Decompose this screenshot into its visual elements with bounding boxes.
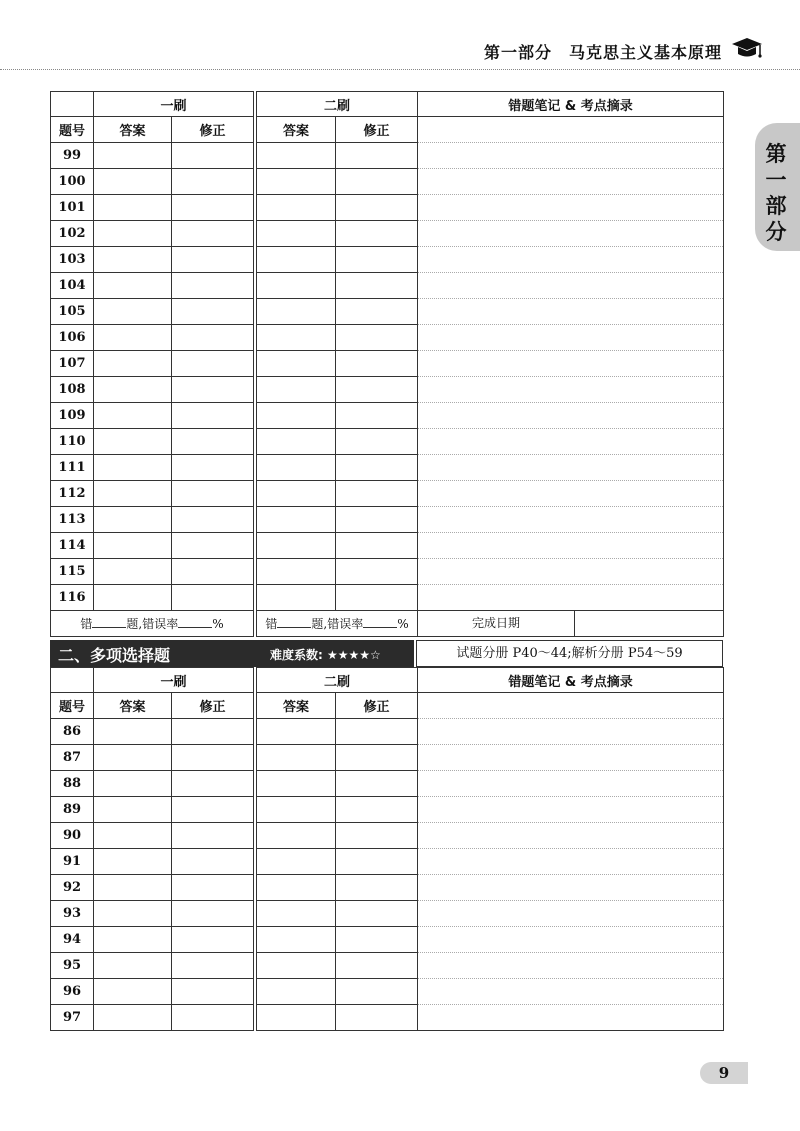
- side-tab: [755, 123, 800, 251]
- error-label: 错: [80, 617, 93, 631]
- round1-answer-cell[interactable]: [94, 953, 172, 979]
- round1-answer-cell[interactable]: [94, 299, 172, 325]
- question-number: 111: [51, 455, 94, 481]
- side-tab-label: 第一部分: [765, 142, 787, 244]
- round2-fix-cell[interactable]: [336, 979, 418, 1005]
- round1-answer-cell[interactable]: [94, 823, 172, 849]
- notes-line[interactable]: [418, 325, 724, 351]
- notes-line[interactable]: [418, 771, 724, 797]
- round1-answer-cell[interactable]: [94, 169, 172, 195]
- round2-answer-cell[interactable]: [257, 849, 336, 875]
- round2-fix-cell[interactable]: [336, 771, 418, 797]
- round2-fix-cell[interactable]: [336, 221, 418, 247]
- round1-answer-cell[interactable]: [94, 585, 172, 611]
- table-row: [51, 195, 724, 221]
- error-label: 错: [265, 617, 278, 631]
- round1-header: 一刷: [94, 668, 254, 693]
- question-number: 89: [51, 797, 94, 823]
- notes-line[interactable]: [418, 169, 724, 195]
- question-number: 86: [51, 719, 94, 745]
- question-number: 100: [51, 169, 94, 195]
- round2-answer-cell[interactable]: [257, 429, 336, 455]
- notes-line[interactable]: [418, 875, 724, 901]
- notes-line[interactable]: [418, 693, 724, 719]
- question-number: 115: [51, 559, 94, 585]
- table-row: [51, 169, 724, 195]
- round1-fix-cell[interactable]: [172, 429, 254, 455]
- round2-answer-cell[interactable]: [257, 169, 336, 195]
- table-row: [51, 771, 724, 797]
- round2-fix-cell[interactable]: [336, 585, 418, 611]
- round1-answer-cell[interactable]: [94, 1005, 172, 1031]
- notes-line[interactable]: [418, 377, 724, 403]
- table-row: [51, 585, 724, 611]
- header-title: 第一部分 马克思主义基本原理: [483, 43, 722, 62]
- question-number: 112: [51, 481, 94, 507]
- round2-fix-cell[interactable]: [336, 953, 418, 979]
- round1-answer-cell[interactable]: [94, 143, 172, 169]
- question-number: 96: [51, 979, 94, 1005]
- table-row: [51, 533, 724, 559]
- notes-line[interactable]: [418, 221, 724, 247]
- table-row: [51, 143, 724, 169]
- notes-line[interactable]: [418, 953, 724, 979]
- round1-fix-cell[interactable]: [172, 351, 254, 377]
- table-row: [51, 745, 724, 771]
- notes-line[interactable]: [418, 299, 724, 325]
- round1-fix-cell[interactable]: [172, 221, 254, 247]
- notes-line[interactable]: [418, 351, 724, 377]
- question-number: 90: [51, 823, 94, 849]
- notes-line[interactable]: [418, 719, 724, 745]
- difficulty-rating: 难度系数: ★★★★☆: [270, 648, 381, 662]
- question-number: 108: [51, 377, 94, 403]
- notes-line[interactable]: [418, 745, 724, 771]
- notes-line[interactable]: [418, 979, 724, 1005]
- round1-fix-cell[interactable]: [172, 797, 254, 823]
- round2-answer-cell[interactable]: [257, 403, 336, 429]
- round2-answer-cell[interactable]: [257, 351, 336, 377]
- round2-answer-cell[interactable]: [257, 1005, 336, 1031]
- notes-line[interactable]: [418, 195, 724, 221]
- round1-answer-cell[interactable]: [94, 979, 172, 1005]
- error-rate-label: 题,错误率: [311, 617, 364, 631]
- round1-fix-cell[interactable]: [172, 823, 254, 849]
- question-number: 91: [51, 849, 94, 875]
- round2-fix-cell[interactable]: [336, 745, 418, 771]
- round1-fix-cell[interactable]: [172, 849, 254, 875]
- round2-answer-cell[interactable]: [257, 221, 336, 247]
- round1-answer-cell[interactable]: [94, 797, 172, 823]
- notes-line[interactable]: [418, 247, 724, 273]
- round1-fix-cell[interactable]: [172, 1005, 254, 1031]
- col-fix: 修正: [336, 693, 418, 719]
- table-row: [51, 403, 724, 429]
- round1-fix-cell[interactable]: [172, 195, 254, 221]
- round2-answer-cell[interactable]: [257, 299, 336, 325]
- round2-answer-cell[interactable]: [257, 481, 336, 507]
- round1-answer-cell[interactable]: [94, 325, 172, 351]
- question-number: 94: [51, 927, 94, 953]
- notes-line[interactable]: [418, 849, 724, 875]
- round1-fix-cell[interactable]: [172, 325, 254, 351]
- round2-fix-cell[interactable]: [336, 533, 418, 559]
- round2-fix-cell[interactable]: [336, 377, 418, 403]
- round1-fix-cell[interactable]: [172, 247, 254, 273]
- round2-answer-cell[interactable]: [257, 507, 336, 533]
- percent-sign: %: [397, 617, 409, 631]
- round1-fix-cell[interactable]: [172, 559, 254, 585]
- error-rate-cell: [257, 611, 418, 637]
- question-number: 113: [51, 507, 94, 533]
- table-row: [51, 927, 724, 953]
- question-number: 99: [51, 143, 94, 169]
- round1-answer-cell[interactable]: [94, 507, 172, 533]
- table-row: [51, 875, 724, 901]
- round1-answer-cell[interactable]: [94, 195, 172, 221]
- round1-fix-cell[interactable]: [172, 377, 254, 403]
- round2-header: 二刷: [257, 668, 418, 693]
- notes-header: 错题笔记 & 考点摘录: [418, 668, 724, 693]
- round2-fix-cell[interactable]: [336, 169, 418, 195]
- col-answer: 答案: [257, 693, 336, 719]
- round2-fix-cell[interactable]: [336, 1005, 418, 1031]
- round2-answer-cell[interactable]: [257, 823, 336, 849]
- round1-answer-cell[interactable]: [94, 403, 172, 429]
- round1-answer-cell[interactable]: [94, 429, 172, 455]
- table-row: [51, 299, 724, 325]
- round2-answer-cell[interactable]: [257, 585, 336, 611]
- notes-line[interactable]: [418, 559, 724, 585]
- round2-fix-cell[interactable]: [336, 849, 418, 875]
- col-answer: 答案: [94, 693, 172, 719]
- section-title: 二、多项选择题: [58, 646, 171, 665]
- notes-line[interactable]: [418, 507, 724, 533]
- header-divider: [0, 69, 800, 70]
- round2-fix-cell[interactable]: [336, 507, 418, 533]
- table-row: [51, 455, 724, 481]
- table-row: [51, 719, 724, 745]
- question-number: 103: [51, 247, 94, 273]
- table-row: [51, 797, 724, 823]
- table-row: [51, 953, 724, 979]
- round2-header: 二刷: [257, 92, 418, 117]
- round1-answer-cell[interactable]: [94, 377, 172, 403]
- round2-fix-cell[interactable]: [336, 927, 418, 953]
- table-row: [51, 247, 724, 273]
- round2-fix-cell[interactable]: [336, 403, 418, 429]
- notes-line[interactable]: [418, 533, 724, 559]
- round2-fix-cell[interactable]: [336, 455, 418, 481]
- round2-answer-cell[interactable]: [257, 719, 336, 745]
- error-count-blank[interactable]: [277, 616, 311, 628]
- notes-line[interactable]: [418, 1005, 724, 1031]
- round1-fix-cell[interactable]: [172, 745, 254, 771]
- round1-fix-cell[interactable]: [172, 299, 254, 325]
- error-rate-label: 题,错误率: [126, 617, 179, 631]
- round1-header: 一刷: [94, 92, 254, 117]
- error-rate-blank[interactable]: [178, 616, 212, 628]
- round1-answer-cell[interactable]: [94, 771, 172, 797]
- round2-fix-cell[interactable]: [336, 719, 418, 745]
- round2-answer-cell[interactable]: [257, 797, 336, 823]
- round1-fix-cell[interactable]: [172, 481, 254, 507]
- question-number: 97: [51, 1005, 94, 1031]
- section-bar: [50, 640, 723, 667]
- table-row: [51, 429, 724, 455]
- table-row: [51, 1005, 724, 1031]
- question-number: 107: [51, 351, 94, 377]
- col-number: 题号: [51, 693, 94, 719]
- notes-line[interactable]: [418, 797, 724, 823]
- question-number: 88: [51, 771, 94, 797]
- notes-line[interactable]: [418, 455, 724, 481]
- round1-answer-cell[interactable]: [94, 481, 172, 507]
- round1-fix-cell[interactable]: [172, 875, 254, 901]
- table-row: [51, 507, 724, 533]
- error-rate-blank[interactable]: [363, 616, 397, 628]
- table-row: [51, 823, 724, 849]
- round1-answer-cell[interactable]: [94, 901, 172, 927]
- round2-answer-cell[interactable]: [257, 953, 336, 979]
- question-number: 116: [51, 585, 94, 611]
- col-fix: 修正: [172, 693, 254, 719]
- question-number: 109: [51, 403, 94, 429]
- notes-header: 错题笔记 & 考点摘录: [418, 92, 724, 117]
- notes-line[interactable]: [418, 585, 724, 611]
- notes-line[interactable]: [418, 273, 724, 299]
- round2-answer-cell[interactable]: [257, 979, 336, 1005]
- round1-answer-cell[interactable]: [94, 533, 172, 559]
- completion-date-label: 完成日期: [418, 611, 575, 636]
- round1-answer-cell[interactable]: [94, 849, 172, 875]
- round1-answer-cell[interactable]: [94, 351, 172, 377]
- round1-fix-cell[interactable]: [172, 533, 254, 559]
- round2-fix-cell[interactable]: [336, 325, 418, 351]
- round2-answer-cell[interactable]: [257, 559, 336, 585]
- round2-answer-cell[interactable]: [257, 927, 336, 953]
- round1-answer-cell[interactable]: [94, 247, 172, 273]
- question-number: 101: [51, 195, 94, 221]
- round2-fix-cell[interactable]: [336, 797, 418, 823]
- round2-fix-cell[interactable]: [336, 299, 418, 325]
- round1-fix-cell[interactable]: [172, 273, 254, 299]
- error-count-blank[interactable]: [92, 616, 126, 628]
- completion-date-cell: [418, 611, 724, 637]
- page-number: 9: [700, 1062, 748, 1084]
- round2-answer-cell[interactable]: [257, 195, 336, 221]
- table-row: [51, 481, 724, 507]
- round2-answer-cell[interactable]: [257, 247, 336, 273]
- round1-fix-cell[interactable]: [172, 403, 254, 429]
- round2-fix-cell[interactable]: [336, 143, 418, 169]
- question-number: 92: [51, 875, 94, 901]
- round1-answer-cell[interactable]: [94, 273, 172, 299]
- question-number: 87: [51, 745, 94, 771]
- table-row: [51, 325, 724, 351]
- col-answer: 答案: [94, 117, 172, 143]
- round2-answer-cell[interactable]: [257, 771, 336, 797]
- table-row: [51, 221, 724, 247]
- notes-line[interactable]: [418, 901, 724, 927]
- round1-fix-cell[interactable]: [172, 719, 254, 745]
- round2-answer-cell[interactable]: [257, 325, 336, 351]
- round2-fix-cell[interactable]: [336, 559, 418, 585]
- col-number: 题号: [51, 117, 94, 143]
- round2-fix-cell[interactable]: [336, 875, 418, 901]
- answer-table-2: [50, 667, 724, 1031]
- round2-answer-cell[interactable]: [257, 455, 336, 481]
- round2-fix-cell[interactable]: [336, 823, 418, 849]
- error-rate-cell: [51, 611, 254, 637]
- round2-answer-cell[interactable]: [257, 901, 336, 927]
- notes-line[interactable]: [418, 117, 724, 143]
- round1-answer-cell[interactable]: [94, 559, 172, 585]
- round1-answer-cell[interactable]: [94, 221, 172, 247]
- table-row: [51, 377, 724, 403]
- notes-line[interactable]: [418, 403, 724, 429]
- round1-fix-cell[interactable]: [172, 455, 254, 481]
- round1-fix-cell[interactable]: [172, 771, 254, 797]
- round2-answer-cell[interactable]: [257, 745, 336, 771]
- round1-answer-cell[interactable]: [94, 719, 172, 745]
- round2-fix-cell[interactable]: [336, 429, 418, 455]
- round1-fix-cell[interactable]: [172, 979, 254, 1005]
- question-number: 102: [51, 221, 94, 247]
- table-row: [51, 979, 724, 1005]
- round1-answer-cell[interactable]: [94, 927, 172, 953]
- percent-sign: %: [212, 617, 224, 631]
- round2-fix-cell[interactable]: [336, 195, 418, 221]
- round1-fix-cell[interactable]: [172, 927, 254, 953]
- round2-fix-cell[interactable]: [336, 273, 418, 299]
- table-row: [51, 849, 724, 875]
- round2-fix-cell[interactable]: [336, 351, 418, 377]
- question-number: 95: [51, 953, 94, 979]
- question-number: 105: [51, 299, 94, 325]
- round1-answer-cell[interactable]: [94, 745, 172, 771]
- round1-fix-cell[interactable]: [172, 953, 254, 979]
- round1-fix-cell[interactable]: [172, 169, 254, 195]
- question-number: 106: [51, 325, 94, 351]
- col-fix: 修正: [172, 117, 254, 143]
- question-number: 110: [51, 429, 94, 455]
- round2-fix-cell[interactable]: [336, 247, 418, 273]
- section-title-bar: [50, 640, 414, 667]
- round1-fix-cell[interactable]: [172, 507, 254, 533]
- col-answer: 答案: [257, 117, 336, 143]
- round1-answer-cell[interactable]: [94, 875, 172, 901]
- round1-fix-cell[interactable]: [172, 585, 254, 611]
- graduation-cap-icon: [730, 34, 764, 64]
- answer-table-1: [50, 91, 724, 637]
- round2-answer-cell[interactable]: [257, 377, 336, 403]
- round2-answer-cell[interactable]: [257, 143, 336, 169]
- notes-line[interactable]: [418, 143, 724, 169]
- question-number: 93: [51, 901, 94, 927]
- table-row: [51, 559, 724, 585]
- completion-date-field[interactable]: [575, 611, 723, 636]
- round1-fix-cell[interactable]: [172, 143, 254, 169]
- notes-line[interactable]: [418, 927, 724, 953]
- notes-line[interactable]: [418, 823, 724, 849]
- round2-answer-cell[interactable]: [257, 875, 336, 901]
- notes-line[interactable]: [418, 481, 724, 507]
- round1-fix-cell[interactable]: [172, 901, 254, 927]
- round2-answer-cell[interactable]: [257, 533, 336, 559]
- section-reference: 试题分册 P40～44;解析分册 P54～59: [416, 640, 723, 667]
- table-row: [51, 351, 724, 377]
- round2-fix-cell[interactable]: [336, 901, 418, 927]
- question-number: 114: [51, 533, 94, 559]
- table-row: [51, 901, 724, 927]
- notes-line[interactable]: [418, 429, 724, 455]
- footer-row: [51, 611, 724, 637]
- question-number: 104: [51, 273, 94, 299]
- col-fix: 修正: [336, 117, 418, 143]
- table-row: [51, 273, 724, 299]
- round2-answer-cell[interactable]: [257, 273, 336, 299]
- round1-answer-cell[interactable]: [94, 455, 172, 481]
- round2-fix-cell[interactable]: [336, 481, 418, 507]
